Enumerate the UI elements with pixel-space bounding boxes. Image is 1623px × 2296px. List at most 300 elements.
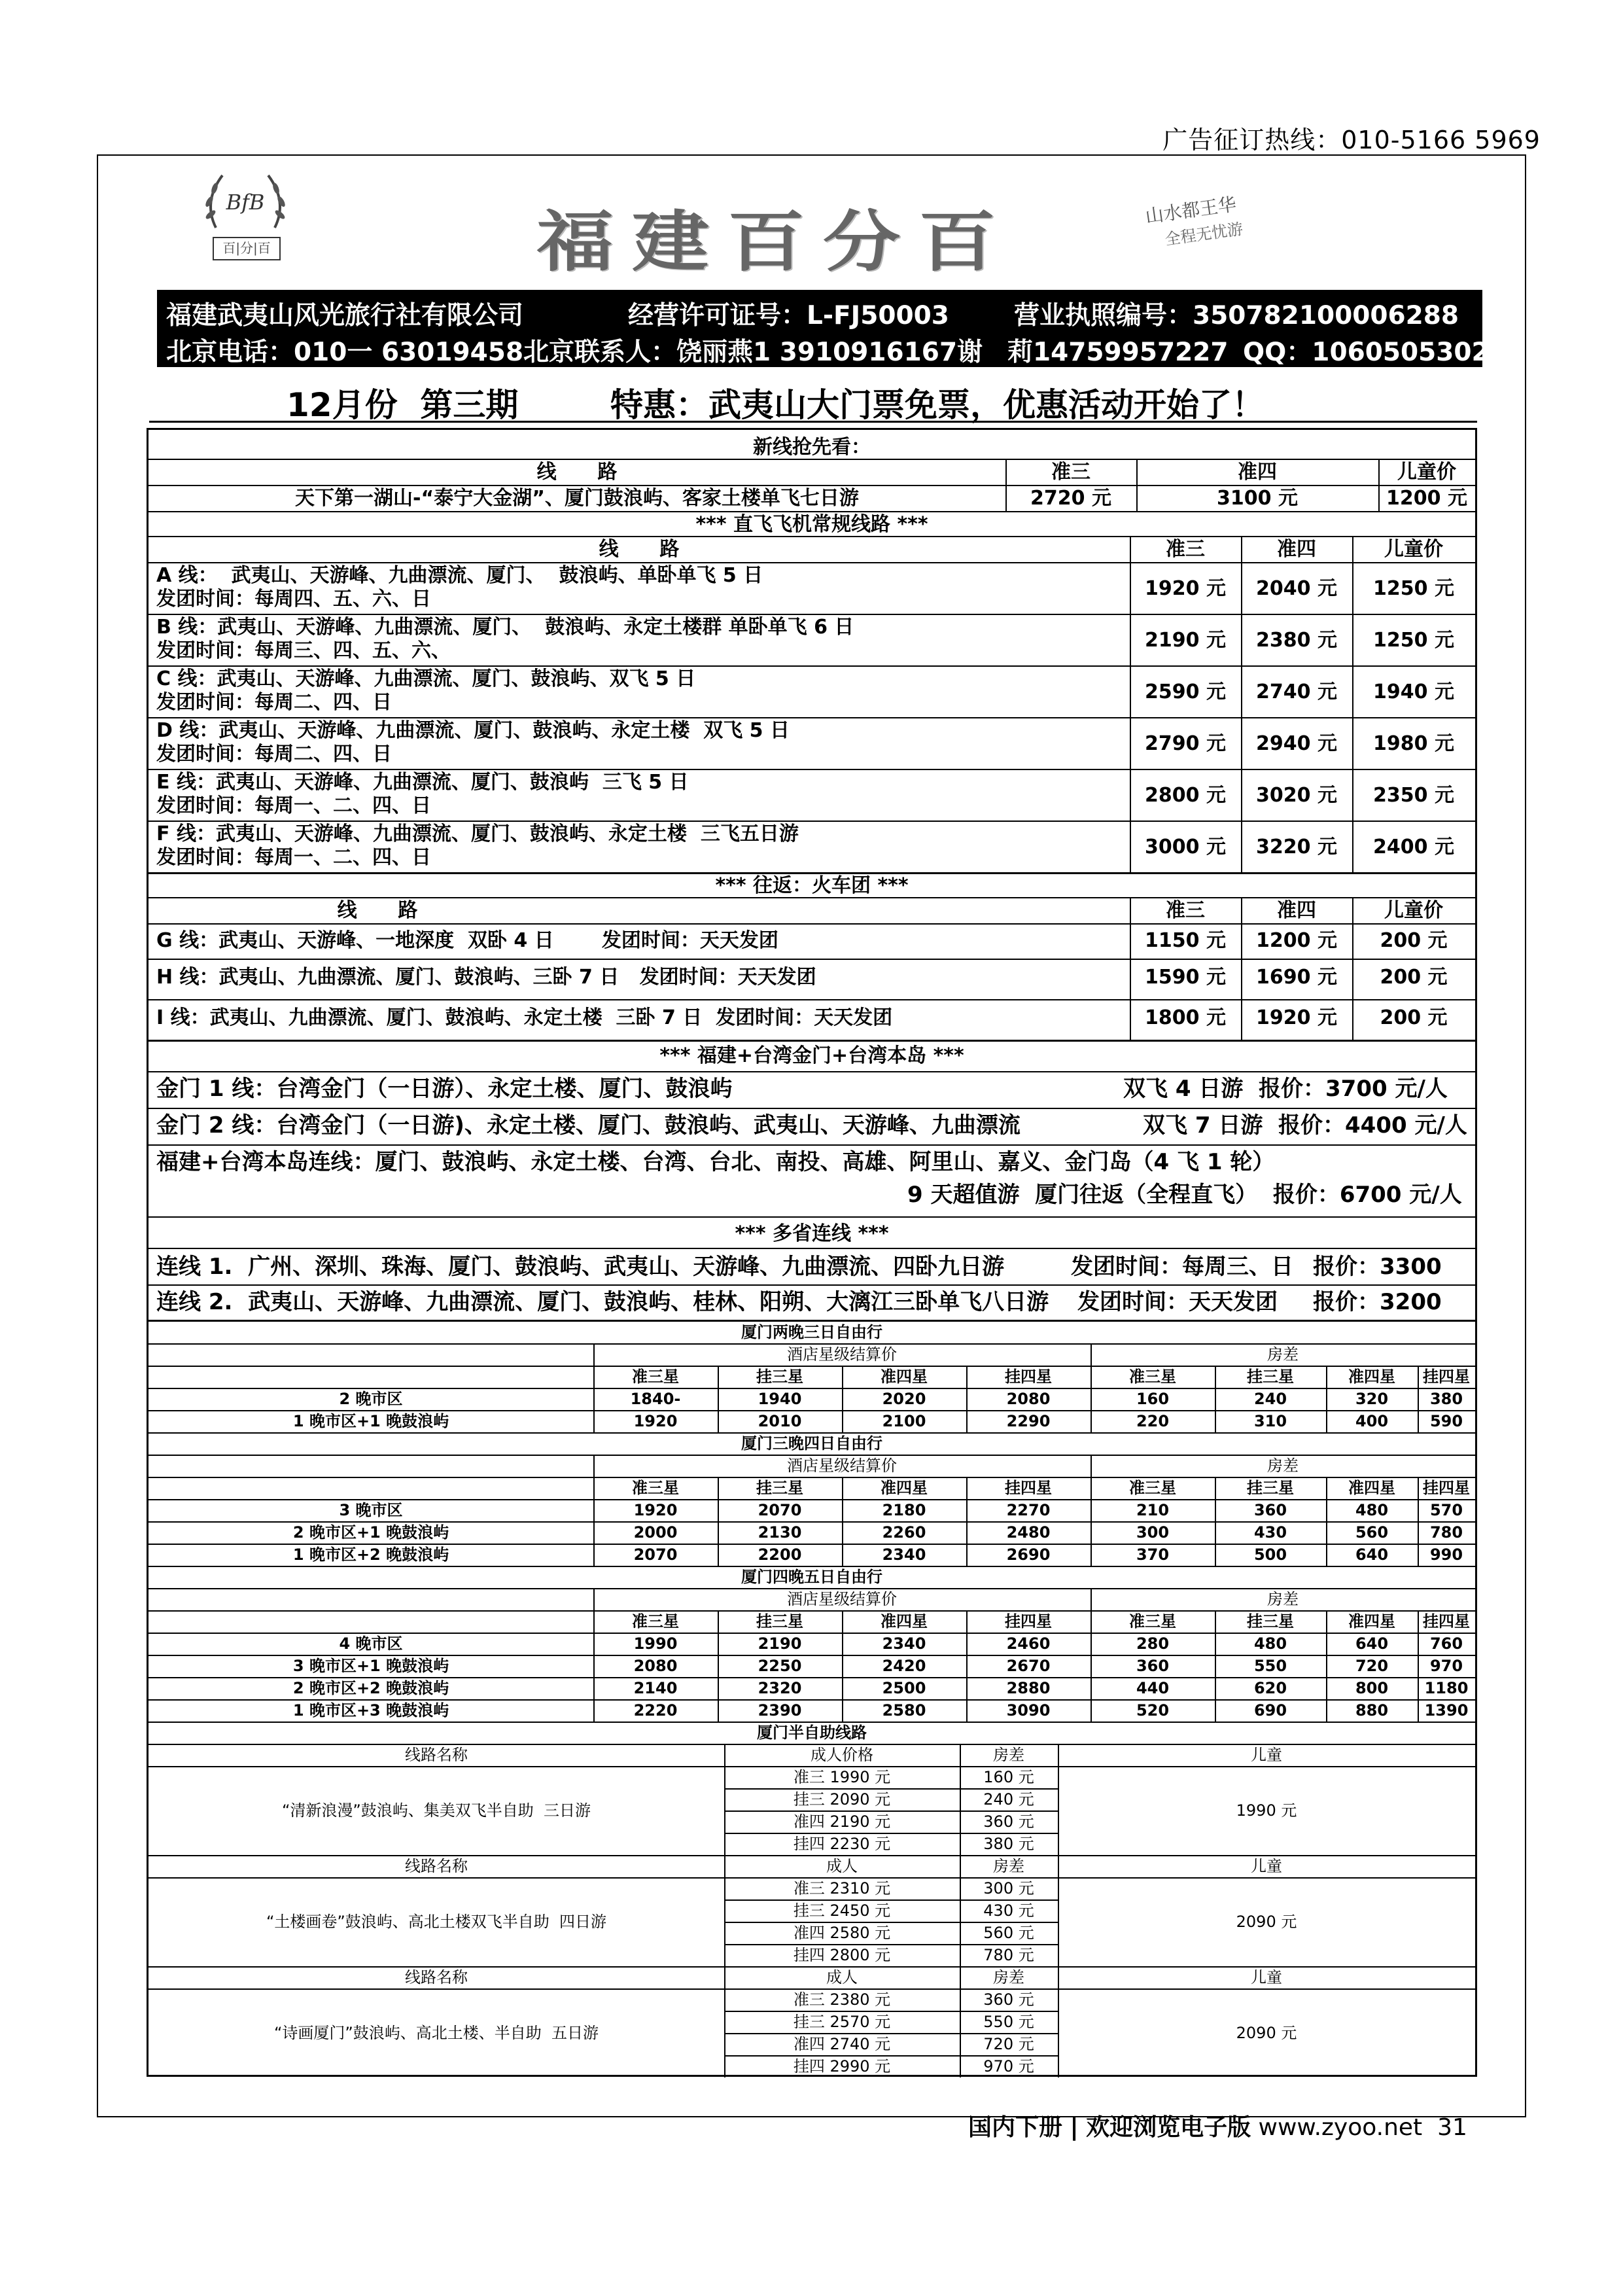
rule [1058,1966,1059,1988]
rule [148,1677,1475,1678]
multi-line-2-price: 报价：3200 [1313,1289,1442,1315]
price-cell: 2190 [758,1634,802,1653]
semi-header: 房差 [993,1857,1024,1875]
rule [724,1944,1058,1945]
price-child: 2400 元 [1373,836,1454,858]
price-cell: 590 [1429,1412,1463,1430]
new-line-route: 天下第一湖山-“泰宁大金湖”、厦门鼓浪屿、客家土楼单飞七日游 [295,487,859,510]
rule [1091,1343,1092,1366]
semi-title: 厦门半自助线路 [757,1723,867,1742]
rule [593,1343,595,1366]
rule [718,1610,719,1633]
rule [1215,1610,1216,1633]
rule [1091,1499,1092,1521]
rule [966,1544,968,1566]
price-cell: 2070 [758,1501,802,1519]
room-diff-header: 房差 [1267,1457,1299,1475]
room-diff: 360 元 [983,1990,1034,2009]
price-cell: 2270 [1006,1501,1051,1519]
rule [960,1966,961,1988]
price-cell: 2020 [882,1390,926,1408]
rule [966,1610,968,1633]
price-z4: 1920 元 [1256,1006,1337,1029]
rule [1091,1366,1092,1388]
rule [966,1477,968,1499]
rule [1215,1366,1216,1388]
price-cell: 220 [1136,1412,1170,1430]
price-z3: 2190 元 [1145,629,1226,652]
adult-price: 挂四 2230 元 [793,1835,891,1853]
rule [148,1988,1475,1990]
depart-text: 发团时间：每周二、四、日 [156,743,392,766]
price-z3: 2590 元 [1145,680,1226,703]
price-cell: 2290 [1006,1412,1051,1430]
rule [148,1766,1475,1767]
multi-line-2-time: 发团时间：天天发团 [1077,1289,1278,1315]
company-name: 福建武夷山风光旅行社有限公司 [166,301,524,330]
rule [960,1855,961,1877]
logo-text: BfB [226,190,265,215]
hotel-block-title: 厦门四晚五日自由行 [741,1568,882,1586]
flight-header-z3: 准三 [1166,538,1205,561]
slogan-1: 山水都王华 [1143,193,1238,228]
semi-header: 线路名称 [405,1968,468,1987]
child-price: 2090 元 [1236,2024,1297,2042]
price-cell: 2220 [633,1701,678,1720]
page-number: 31 [1437,2114,1467,2141]
price-cell: 2080 [633,1657,678,1675]
rule [593,1499,595,1521]
price-cell: 380 [1429,1390,1463,1408]
business-license: 营业执照编号：350782100006288 [1014,301,1459,330]
rule [724,1810,1058,1812]
route-text: G 线：武夷山、天游峰、一地深度 双卧 4 日 发团时间：天天发团 [156,929,778,952]
price-cell: 2180 [882,1501,926,1519]
price-z3: 1800 元 [1145,1006,1226,1029]
new-line-price: 2720 元 [1030,487,1111,510]
beijing-phone: 北京电话：010一 63019458 [166,338,524,367]
semi-header: 房差 [993,1746,1024,1764]
price-cell: 480 [1355,1501,1389,1519]
rule [1058,1766,1059,1855]
adult-price: 准三 2380 元 [793,1990,891,2009]
rule [1326,1677,1327,1699]
rule [1215,1477,1216,1499]
depart-text: 发团时间：每周一、二、四、日 [156,846,431,869]
rule [1091,1477,1092,1499]
depart-text: 发团时间：每周四、五、六、日 [156,588,431,610]
star-header: 挂四星 [1005,1368,1052,1386]
price-cell: 320 [1355,1390,1389,1408]
depart-text: 发团时间：每周一、二、四、日 [156,794,431,817]
rule [148,1655,1475,1656]
star-header: 准四星 [881,1479,928,1497]
price-cell: 800 [1355,1679,1389,1697]
price-child: 2350 元 [1373,784,1454,807]
rule [1091,1588,1092,1610]
star-header: 准三星 [632,1612,679,1631]
star-header: 准四星 [1348,1479,1395,1497]
price-cell: 2260 [882,1523,926,1542]
semi-header: 房差 [993,1968,1024,1987]
price-cell: 690 [1253,1701,1287,1720]
price-cell: 370 [1136,1545,1170,1564]
rule [842,1677,843,1699]
star-header: 准三星 [1129,1612,1176,1631]
rule [1091,1388,1092,1410]
price-cell: 2670 [1006,1657,1051,1675]
price-cell: 550 [1253,1657,1287,1675]
semi-header: 儿童 [1251,1968,1282,1987]
route-text: H 线：武夷山、九曲漂流、厦门、鼓浪屿、三卧 7 日 发团时间：天天发团 [156,966,816,989]
price-cell: 880 [1355,1701,1389,1720]
price-cell: 720 [1355,1657,1389,1675]
rule [960,1877,961,1966]
kinmen-line-2-price: 双飞 7 日游 报价：4400 元/人 [1143,1112,1467,1139]
route-text: B 线：武夷山、天游峰、九曲漂流、厦门、 鼓浪屿、永定土楼群 单卧单飞 6 日 [156,616,854,639]
new-line-title: 新线抢先看： [753,436,871,459]
rule [718,1655,719,1677]
price-cell: 970 [1429,1657,1463,1675]
hotel-option: 3 晚市区+1 晚鼓浪屿 [292,1657,449,1675]
multi-line-2: 连线 2. 武夷山、天游峰、九曲漂流、厦门、鼓浪屿、桂林、阳朔、大漓江三卧单飞八日游 [156,1289,1049,1315]
rule [842,1366,843,1388]
train-header-z4: 准四 [1277,899,1316,922]
semi-route-name: “诗画厦门”鼓浪屿、高北土楼、半自助 五日游 [273,2024,599,2042]
rule [966,1410,968,1432]
price-z4: 3220 元 [1256,836,1337,858]
route-text: A 线： 武夷山、天游峰、九曲漂流、厦门、 鼓浪屿、单卧单飞 5 日 [156,564,763,587]
price-cell: 2010 [758,1412,802,1430]
price-cell: 2460 [1006,1634,1051,1653]
adult-price: 挂三 2570 元 [793,2013,891,2031]
settlement-header: 酒店星级结算价 [787,1590,897,1608]
new-line-price: 3100 元 [1217,487,1298,510]
price-cell: 500 [1253,1545,1287,1564]
qq-number: QQ：1060505302 [1243,338,1490,367]
rule [724,1855,725,1877]
price-cell: 640 [1355,1545,1389,1564]
rule [1418,1477,1419,1499]
route-text: C 线：武夷山、天游峰、九曲漂流、厦门、鼓浪屿、双飞 5 日 [156,667,696,690]
hotel-option: 3 晚市区 [339,1501,403,1519]
depart-text: 发团时间：每周三、四、五、六、 [156,639,451,662]
rule [966,1677,968,1699]
price-cell: 1920 [633,1501,678,1519]
price-cell: 2580 [882,1701,926,1720]
rule [148,1366,1475,1367]
rule [960,1744,961,1766]
footer-separator: | [1070,2114,1079,2141]
room-diff: 360 元 [983,1812,1034,1831]
price-cell: 1940 [758,1390,802,1408]
rule [1326,1499,1327,1521]
rule [1418,1499,1419,1521]
price-cell: 2000 [633,1523,678,1542]
new-line-header-z4: 准四 [1238,461,1277,484]
rule [724,1877,725,1966]
star-header: 挂四星 [1423,1612,1470,1631]
logo-sub: 百|分|百 [213,237,281,260]
rule [593,1633,595,1655]
rule [960,1766,961,1855]
price-cell: 2340 [882,1634,926,1653]
star-header: 挂三星 [756,1368,803,1386]
rule [593,1655,595,1677]
price-z3: 2790 元 [1145,732,1226,755]
rule [966,1633,968,1655]
price-cell: 2320 [758,1679,802,1697]
semi-header: 线路名称 [405,1857,468,1875]
rule [842,1610,843,1633]
price-child: 200 元 [1380,1006,1448,1029]
rule [842,1388,843,1410]
rule [1215,1410,1216,1432]
footer-section: 国内下册 [968,2114,1063,2141]
price-cell: 1840- [630,1390,681,1408]
rule [1091,1633,1092,1655]
adult-price: 准三 2310 元 [793,1879,891,1898]
rule [1058,1744,1059,1766]
rule [966,1499,968,1521]
adult-price: 挂四 2800 元 [793,1946,891,1964]
hotel-option: 1 晚市区+3 晚鼓浪屿 [292,1701,449,1720]
rule [718,1366,719,1388]
rule [1091,1455,1092,1477]
price-cell: 760 [1429,1634,1463,1653]
rule [724,1744,725,1766]
rule [724,2055,1058,2057]
price-cell: 2070 [633,1545,678,1564]
multi-line-1-price: 报价：3300 [1313,1254,1442,1280]
taiwan-title: *** 福建+台湾金门+台湾本岛 *** [659,1044,964,1067]
room-diff: 380 元 [983,1835,1034,1853]
price-child: 200 元 [1380,966,1448,989]
price-cell: 990 [1429,1545,1463,1564]
company-banner [157,290,1490,367]
rule [1215,1388,1216,1410]
depart-text: 发团时间：每周二、四、日 [156,691,392,714]
star-header: 准三星 [1129,1479,1176,1497]
rule [1418,1655,1419,1677]
rule [966,1521,968,1544]
hotel-option: 2 晚市区 [339,1390,403,1408]
flight-header-child: 儿童价 [1384,538,1443,561]
price-cell: 310 [1253,1412,1287,1430]
rule [1326,1655,1327,1677]
star-header: 准四星 [1348,1368,1395,1386]
price-cell: 280 [1136,1634,1170,1653]
rule [1326,1477,1327,1499]
flight-title: *** 直飞飞机常规线路 *** [695,513,928,536]
rule [1091,1521,1092,1544]
adult-price: 挂四 2990 元 [793,2057,891,2075]
route-text: D 线：武夷山、天游峰、九曲漂流、厦门、鼓浪屿、永定土楼 双飞 5 日 [156,719,790,742]
price-cell: 2500 [882,1679,926,1697]
footer-site: www.zyoo.net [1258,2114,1423,2141]
price-cell: 360 [1136,1657,1170,1675]
rule [593,1588,595,1610]
room-diff-header: 房差 [1267,1590,1299,1608]
star-header: 准三星 [632,1479,679,1497]
rule [1215,1699,1216,1722]
price-cell: 430 [1253,1523,1287,1542]
price-cell: 440 [1136,1679,1170,1697]
train-header-route: 线 路 [337,899,418,922]
price-cell: 2130 [758,1523,802,1542]
rule [1326,1366,1327,1388]
semi-header: 成人 [826,1857,858,1875]
flight-header-route: 线 路 [599,538,680,561]
kinmen-line-1-price: 双飞 4 日游 报价：3700 元/人 [1123,1076,1448,1102]
rule [718,1499,719,1521]
rule [1418,1610,1419,1633]
rule [724,1766,725,1855]
rule [148,1699,1475,1701]
rule [1091,1699,1092,1722]
star-header: 准三星 [1129,1368,1176,1386]
rule [148,1455,1475,1456]
price-table [147,428,1477,2077]
price-child: 1250 元 [1373,577,1454,600]
star-header: 准三星 [632,1368,679,1386]
room-diff: 240 元 [983,1790,1034,1809]
rule [1326,1521,1327,1544]
rule [148,1633,1475,1634]
rule [148,1877,1475,1879]
price-z3: 1150 元 [1145,929,1226,952]
rule [960,1988,961,2077]
star-header: 挂四星 [1423,1368,1470,1386]
rule [1418,1410,1419,1432]
star-header: 准四星 [881,1612,928,1631]
rule [718,1633,719,1655]
star-header: 挂四星 [1423,1479,1470,1497]
rule [1215,1521,1216,1544]
rule [593,1610,595,1633]
promo-headline [149,375,1477,423]
new-line-header-route: 线 路 [536,461,618,484]
rule [1091,1544,1092,1566]
page-footer [968,2109,1467,2142]
hotel-option: 4 晚市区 [339,1634,403,1653]
rule [1091,1677,1092,1699]
semi-route-name: “土楼画卷”鼓浪屿、高北土楼双飞半自助 四日游 [266,1913,607,1931]
rule [593,1699,595,1722]
rule [1326,1410,1327,1432]
brand-title: 福建百分百 [536,203,1015,281]
star-header: 挂四星 [1005,1612,1052,1631]
rule [148,1566,1475,1567]
promo-text: 特惠：武夷山大门票免票，优惠活动开始了！ [610,386,1265,424]
price-child: 1940 元 [1373,680,1454,703]
rule [966,1366,968,1388]
price-z4: 1690 元 [1256,966,1337,989]
room-diff: 160 元 [983,1768,1034,1786]
laurel-logo-icon [196,169,294,234]
rule [718,1477,719,1499]
rule [593,1388,595,1410]
rule [1091,1610,1092,1633]
adult-price: 挂三 2450 元 [793,1901,891,1920]
semi-header: 成人价格 [811,1746,873,1764]
price-z4: 1200 元 [1256,929,1337,952]
hotel-block-title: 厦门三晚四日自由行 [741,1434,882,1453]
semi-header: 线路名称 [405,1746,468,1764]
price-cell: 2080 [1006,1390,1051,1408]
rule [718,1677,719,1699]
rule [718,1699,719,1722]
rule [148,1588,1475,1589]
rule [842,1633,843,1655]
price-child: 1250 元 [1373,629,1454,652]
rule [1058,1855,1059,1877]
price-cell: 1180 [1424,1679,1469,1697]
taiwan-island-price: 9 天超值游 厦门往返（全程直飞） 报价：6700 元/人 [907,1182,1462,1208]
rule [842,1544,843,1566]
rule [1418,1388,1419,1410]
route-text: F 线：武夷山、天游峰、九曲漂流、厦门、鼓浪屿、永定土楼 三飞五日游 [156,822,799,845]
room-diff: 300 元 [983,1879,1034,1898]
price-cell: 2480 [1006,1523,1051,1542]
price-cell: 1920 [633,1412,678,1430]
rule [842,1699,843,1722]
hotel-block-title: 厦门两晚三日自由行 [741,1323,882,1341]
star-header: 挂四星 [1005,1479,1052,1497]
rule [966,1699,968,1722]
semi-header: 儿童 [1251,1857,1282,1875]
price-cell: 2140 [633,1679,678,1697]
rule [724,2011,1058,2012]
rule [842,1410,843,1432]
settlement-header: 酒店星级结算价 [787,1457,897,1475]
rule [148,1966,1475,1968]
price-z4: 2740 元 [1256,680,1337,703]
rule [1418,1633,1419,1655]
hotel-option: 2 晚市区+2 晚鼓浪屿 [292,1679,449,1697]
settlement-header: 酒店星级结算价 [787,1345,897,1364]
star-header: 挂三星 [1247,1368,1294,1386]
price-cell: 480 [1253,1634,1287,1653]
price-z3: 1590 元 [1145,966,1226,989]
rule [148,1722,1475,1723]
rule [1215,1499,1216,1521]
rule [593,1677,595,1699]
price-cell: 2340 [882,1545,926,1564]
rule [148,1855,1475,1856]
price-cell: 520 [1136,1701,1170,1720]
rule [1215,1677,1216,1699]
rule [842,1499,843,1521]
rule [148,1477,1475,1478]
star-header: 挂三星 [756,1479,803,1497]
rule [724,1988,725,2077]
price-cell: 570 [1429,1501,1463,1519]
rule [718,1388,719,1410]
price-cell: 1990 [633,1634,678,1653]
price-cell: 2420 [882,1657,926,1675]
rule [1091,1410,1092,1432]
star-header: 准四星 [881,1368,928,1386]
price-cell: 620 [1253,1679,1287,1697]
price-child: 200 元 [1380,929,1448,952]
price-cell: 400 [1355,1412,1389,1430]
rule [593,1477,595,1499]
train-header-child: 儿童价 [1384,899,1443,922]
rule [724,2033,1058,2034]
rule [593,1455,595,1477]
adult-price: 挂三 2090 元 [793,1790,891,1809]
